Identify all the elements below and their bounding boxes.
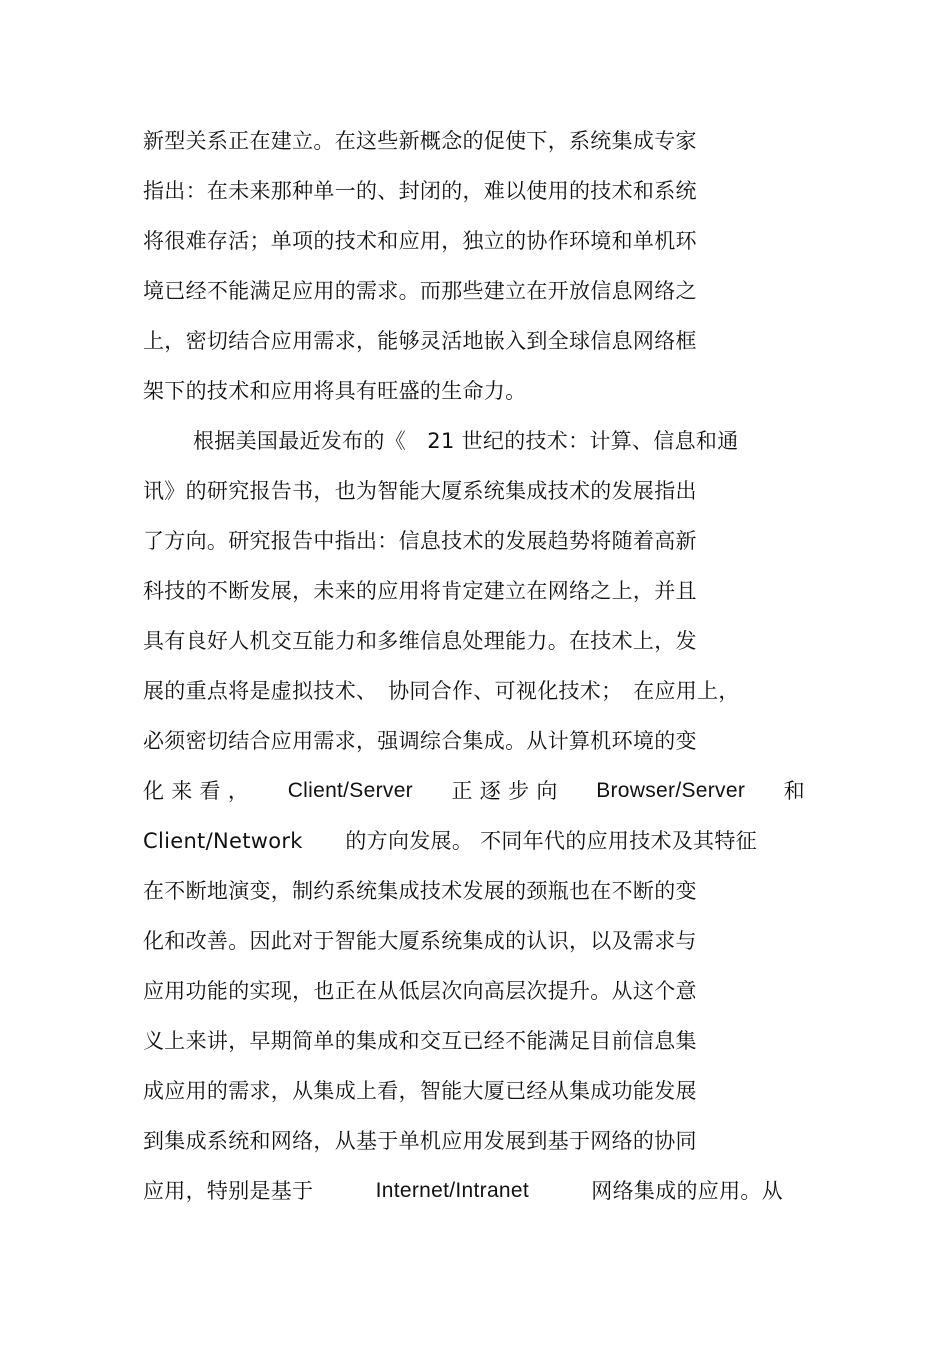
- text-line: 化和改善。因此对于智能大厦系统集成的认识，以及需求与: [143, 929, 697, 953]
- text-line: 讯》的研究报告书，也为智能大厦系统集成技术的发展指出: [143, 479, 697, 503]
- text-segment: 正 逐 步 向: [451, 779, 558, 803]
- text-line: 在不断地演变，制约系统集成技术发展的颈瓶也在不断的变: [143, 879, 697, 903]
- text-line: 应用功能的实现，也正在从低层次向高层次提升。从这个意: [143, 979, 697, 1003]
- text-segment: 网络集成的应用。从: [591, 1179, 783, 1203]
- text-line: 将很难存活；单项的技术和应用，独立的协作环境和单机环: [143, 229, 697, 253]
- justified-text-line: [143, 776, 805, 806]
- text-line: 义上来讲，早期简单的集成和交互已经不能满足目前信息集: [143, 1029, 697, 1053]
- text-line: 指出：在未来那种单一的、封闭的，难以使用的技术和系统: [143, 179, 697, 203]
- text-line: 科技的不断发展，未来的应用将肯定建立在网络之上，并且: [143, 579, 697, 603]
- text-line: 必须密切结合应用需求，强调综合集成。从计算机环境的变: [143, 729, 697, 753]
- text-line: 架下的技术和应用将具有旺盛的生命力。: [143, 379, 527, 403]
- text-line: 了方向。研究报告中指出：信息技术的发展趋势将随着高新: [143, 529, 697, 553]
- text-line: 展的重点将是虚拟技术、 协同合作、可视化技术； 在应用上，: [143, 679, 740, 703]
- text-segment-latin: Internet/Intranet: [375, 1179, 530, 1202]
- text-line: 到集成系统和网络，从基于单机应用发展到基于网络的协同: [143, 1129, 697, 1153]
- text-segment-latin: Browser/Server: [596, 779, 746, 802]
- text-line: 成应用的需求，从集成上看，智能大厦已经从集成功能发展: [143, 1079, 697, 1103]
- text-line: 新型关系正在建立。在这些新概念的促使下，系统集成专家: [143, 129, 697, 153]
- paragraph-first-line: 根据美国最近发布的《 21 世纪的技术：计算、信息和通: [193, 429, 739, 453]
- text-line: 境已经不能满足应用的需求。而那些建立在开放信息网络之: [143, 279, 697, 303]
- text-line: 具有良好人机交互能力和多维信息处理能力。在技术上，发: [143, 629, 697, 653]
- text-segment: 和: [783, 779, 805, 803]
- text-segment: 化 来 看 ，: [143, 779, 250, 803]
- text-line: 上，密切结合应用需求，能够灵活地嵌入到全球信息网络框: [143, 329, 697, 353]
- text-segment-latin: Client/Server: [287, 779, 413, 802]
- text-segment: 应用，特别是基于: [143, 1179, 314, 1203]
- last-text-line: [143, 1176, 783, 1206]
- text-line: Client/Network 的方向发展。 不同年代的应用技术及其特征: [143, 829, 758, 853]
